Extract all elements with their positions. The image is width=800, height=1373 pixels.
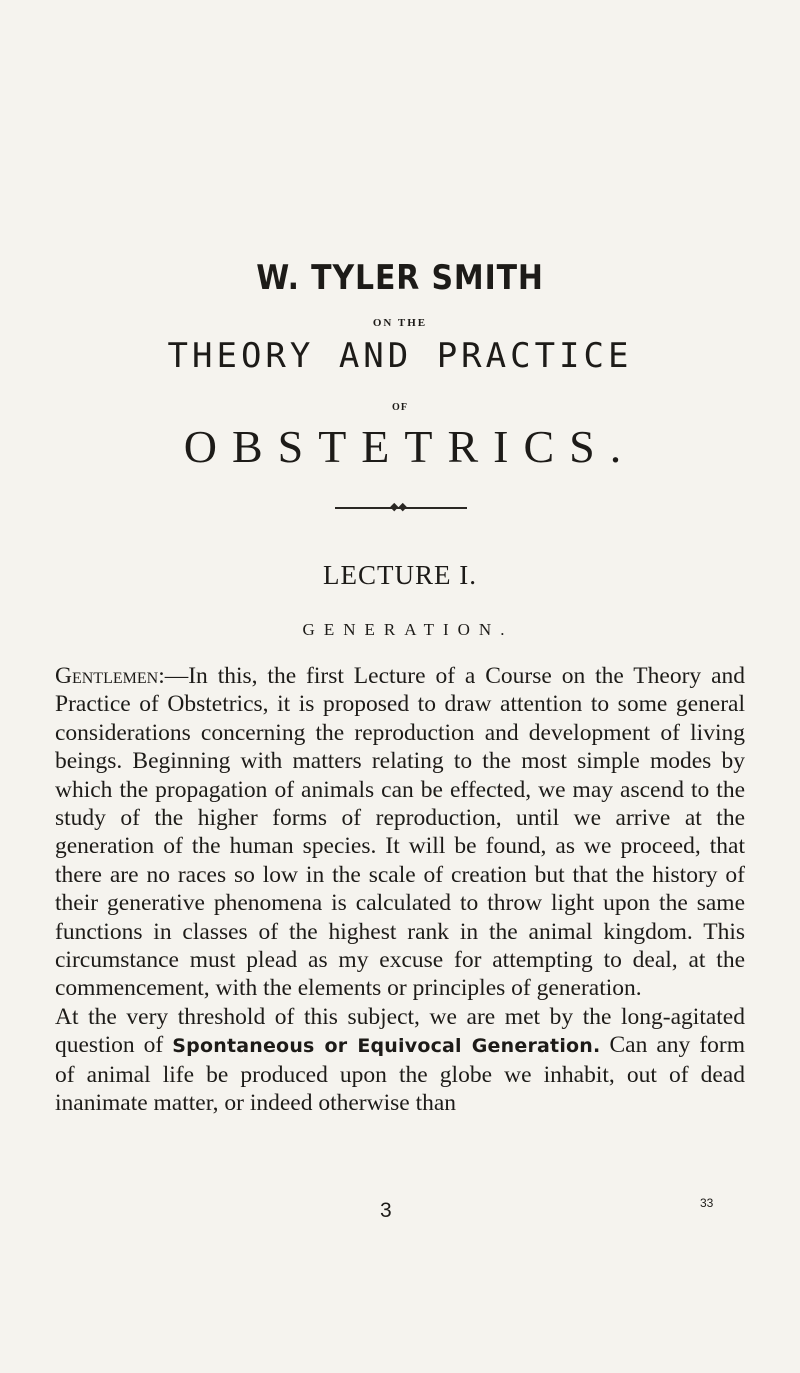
lecture-number: LECTURE I. xyxy=(323,560,477,590)
section-title: GENERATION. xyxy=(302,620,514,639)
bold-term: Spontaneous or Equivocal Generation. xyxy=(172,1035,601,1058)
paragraph-1-text: :—In this, the first Lecture of a Course on the Theory and Practice of Obstetrics, it is proposed to draw attention to some general considerations concerning the reproduction and development of living beings. Beginning with matters relating to the most simple modes by which the propagation of animals can be effected, we may ascend to the study of the higher forms of reproduction, until we arrive at the generation of the human species. It will be found, as we proceed, that there are no races so low in the scale of creation but that the history of their generative phenomena is calculated to throw light upon the same functions in classes of the highest rank in the animal kingdom. This circumstance must plead as my excuse for attempting to deal, at the commencement, with the elements or principles of generation. xyxy=(55,663,745,1002)
body-text xyxy=(55,662,745,1118)
signature-mark: 3 xyxy=(380,1199,392,1222)
subject-title: THEORY AND PRACTICE xyxy=(167,336,633,376)
page-number: 33 xyxy=(700,1196,714,1210)
paragraph-1 xyxy=(55,662,745,1003)
on-the-label: ON THE xyxy=(372,317,428,329)
author-name: W. TYLER SMITH xyxy=(256,258,544,298)
paragraph-2-end: Can any form of animal life be produced upon the globe we inhabit, out of dead inanimate matter, or indeed otherwise than xyxy=(55,1032,746,1117)
divider-ornament-icon: ◆◆ xyxy=(390,501,407,513)
discipline-title: OBSTETRICS. xyxy=(183,421,637,472)
paragraph-2 xyxy=(55,1003,745,1118)
paragraph-2-start: At the very threshold of this subject, we are met by the long-agitated question of xyxy=(55,1003,745,1059)
salutation: Gentlemen xyxy=(55,663,159,689)
of-label: OF xyxy=(392,402,408,413)
